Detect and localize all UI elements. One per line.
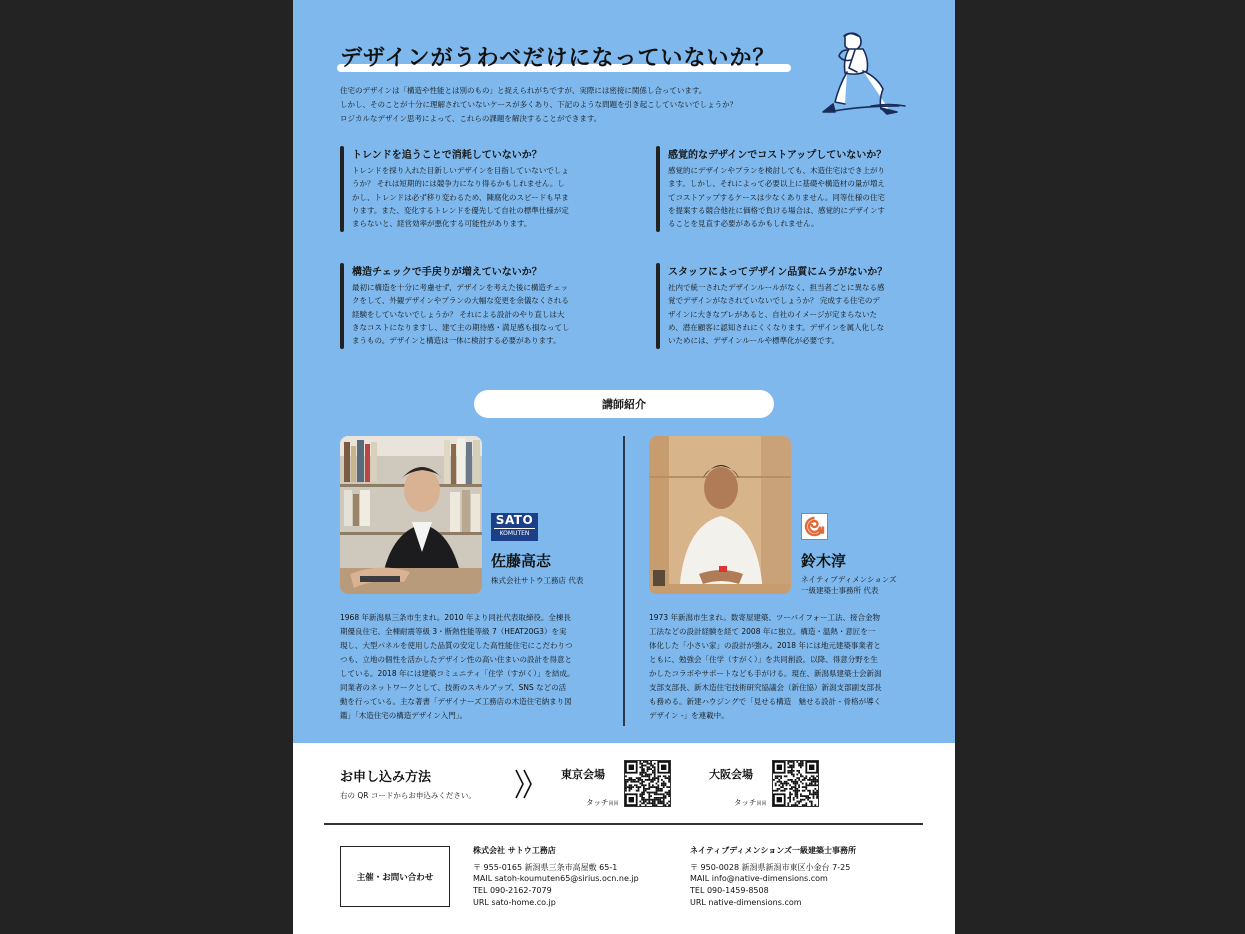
venue-osaka-label: 大阪会場 bbox=[709, 768, 753, 781]
intro-line: 住宅のデザインは「構造や性能とは別のもの」と捉えられがちですが、実際には密接に関係し合っています。 bbox=[340, 86, 707, 95]
touch-text: タッチ bbox=[734, 798, 757, 807]
issue-title: 感覚的なデザインでコストアップしていないか？ bbox=[668, 150, 887, 161]
organizer-sato bbox=[473, 845, 639, 909]
bio-line: 支部支部長、新木造住宅技術研究協議会（新住協）新潟支部副支部長 bbox=[649, 683, 882, 692]
organizer-url[interactable]: URL sato-home.co.jp bbox=[473, 897, 556, 907]
bio-line: 工法などの設計経験を経て 2008 年に独立。構造・温熱・意匠を一 bbox=[649, 627, 876, 636]
issue-line: ます。しかし、それによって必要以上に基礎や構造材の量が増え bbox=[668, 179, 885, 189]
card-accent-bar bbox=[656, 263, 660, 349]
card-accent-bar bbox=[656, 146, 660, 232]
issue-title: 構造チェックで手戻りが増えていないか？ bbox=[352, 267, 542, 278]
issue-line: ります。また、変化するトレンドを優先して自社の標準仕様が定 bbox=[352, 205, 569, 215]
intro-line: しかし、そのことが十分に理解されていないケースが多くあり、下記のような問題を引き起こしていないでしょうか？ bbox=[340, 100, 738, 109]
issue-line: てコストアップするケースは少なくありません。同等仕様の住宅 bbox=[668, 192, 885, 202]
bio-line: つも、立地の個性を活かしたデザイン性の高い住まいの設計を得意と bbox=[340, 655, 572, 664]
qr-code-icon bbox=[773, 761, 818, 806]
nd-logo-icon bbox=[801, 513, 828, 540]
bio-line: デザイン -」を連載中。 bbox=[649, 711, 729, 720]
organizer-address: 〒 955-0165 新潟県三条市高屋敷 65-1 bbox=[473, 862, 618, 872]
bio-line: ともに、勉強会「住学（すがく）」を共同創設。以降、得意分野を生 bbox=[649, 655, 878, 664]
lecturer-bio bbox=[649, 611, 911, 723]
issue-body bbox=[352, 164, 592, 230]
touch-small-text: 回回 bbox=[608, 801, 619, 807]
thinking-man-icon bbox=[811, 28, 911, 122]
bio-line: 1968 年新潟県三条市生まれ。2010 年より同社代表取締役。全棟長 bbox=[340, 613, 571, 622]
issue-line: まうもの。デザインと構造は一体に検討する必要があります。 bbox=[352, 336, 561, 346]
issue-title: トレンドを追うことで消耗していないか？ bbox=[352, 150, 542, 161]
card-accent-bar bbox=[340, 263, 344, 349]
organizer-mail[interactable]: MAIL info@native-dimensions.com bbox=[690, 874, 828, 884]
bio-line: も務める。新建ハウジングで「見せる構造 魅せる設計 - 骨格が導く bbox=[649, 697, 882, 706]
lecturer-divider bbox=[623, 436, 625, 726]
issue-line: きなコストになりますし、建て主の期待感・満足感も損なってし bbox=[352, 322, 570, 332]
issue-line: 最初に構造を十分に考慮せず、デザインを考えた後に構造チェッ bbox=[352, 283, 569, 292]
bio-line: 1973 年新潟市生まれ。数寄屋建築、ツーバイフォー工法、接合金物 bbox=[649, 613, 880, 622]
touch-small-text: 回回 bbox=[756, 801, 767, 807]
qr-code-icon bbox=[625, 761, 670, 806]
logo-text: SATO bbox=[495, 513, 534, 527]
logo-subtext: KOMUTEN bbox=[494, 528, 535, 538]
role-line: ネイティブディメンションズ bbox=[801, 575, 897, 584]
issue-line: を提案する競合他社に価格で負ける場合は、感覚的にデザインす bbox=[668, 205, 885, 215]
lecturer-photo-sato bbox=[340, 436, 482, 594]
bio-line: 同業者のネットワークとして、技術のスキルアップ、SNS などの活 bbox=[340, 683, 567, 692]
issue-line: トレンドを採り入れた目新しいデザインを目指していないでしょ bbox=[352, 166, 569, 175]
bio-line: かしたコラボやサポートなども手がける。現在、新潟県建築士会新潟 bbox=[649, 669, 882, 678]
touch-label bbox=[586, 797, 619, 808]
section-divider bbox=[324, 823, 923, 825]
qr-code-osaka[interactable] bbox=[772, 760, 819, 807]
role-line: 一級建築士事務所 代表 bbox=[801, 586, 879, 595]
issue-line: 覚でデザインがなされていないでしょうか？ 完成する住宅のデ bbox=[668, 296, 880, 306]
organizer-url[interactable]: URL native-dimensions.com bbox=[690, 897, 802, 907]
issue-line: 経験をしていないでしょうか？ それによる設計のやり直しは大 bbox=[352, 309, 565, 319]
organizer-mail[interactable]: MAIL satoh-koumuten65@sirius.ocn.ne.jp bbox=[473, 874, 639, 884]
issue-line: クをして、外観デザインやプランの大幅な変更を余儀なくされる bbox=[352, 296, 569, 306]
card-accent-bar bbox=[340, 146, 344, 232]
organizer-tel: TEL 090-2162-7079 bbox=[473, 886, 552, 896]
issue-title: スタッフによってデザイン品質にムラがないか？ bbox=[668, 267, 888, 278]
issue-line: 感覚的にデザインやプランを検討しても、木造住宅はでき上がり bbox=[668, 166, 885, 175]
organizer-box: 主催・お問い合わせ bbox=[340, 846, 450, 907]
issue-body bbox=[668, 164, 908, 230]
bio-line: 現し、大型パネルを使用した品質の安定した高性能住宅にこだわりつ bbox=[340, 641, 573, 650]
intro-line: ロジカルなデザイン思考によって、これらの課題を解決することができます。 bbox=[340, 114, 602, 123]
organizer-native bbox=[690, 845, 856, 909]
touch-label bbox=[734, 797, 767, 808]
lecturer-name: 佐藤高志 bbox=[491, 552, 552, 570]
flyer-page bbox=[293, 0, 955, 934]
organizer-address: 〒 950-0028 新潟県新潟市東区小金台 7-25 bbox=[690, 862, 851, 872]
page-title: デザインがうわべだけになっていないか？ bbox=[340, 46, 776, 71]
lecturer-bio bbox=[340, 611, 602, 723]
organizer-name: ネイティブディメンションズ一級建築士事務所 bbox=[690, 846, 856, 855]
bio-line: 動を行っている。主な著書「デザイナーズ工務店の木造住宅納まり図 bbox=[340, 697, 572, 706]
sato-komuten-logo bbox=[491, 513, 538, 541]
lecturer-heading: 講師紹介 bbox=[474, 390, 774, 418]
issue-line: め、潜在顧客に認知されにくくなります。デザインを属人化しな bbox=[668, 322, 885, 332]
organizer-name: 株式会社 サトウ工務店 bbox=[473, 846, 556, 855]
lecturer-photo-suzuki bbox=[649, 436, 791, 594]
venue-tokyo-label: 東京会場 bbox=[561, 768, 605, 781]
issue-line: ザインに大きなブレがあると、自社のイメージが定まらないた bbox=[668, 309, 877, 319]
bio-line: している。2018 年には建築コミュニティ「住学（すがく）」を結成。 bbox=[340, 669, 575, 678]
issue-line: ることを見直す必要があるかもしれません。 bbox=[668, 219, 819, 229]
issue-body bbox=[352, 281, 592, 347]
apply-instructions: 右の QR コードからお申込みください。 bbox=[340, 791, 476, 800]
touch-text: タッチ bbox=[586, 798, 609, 807]
issue-line: かし、トレンドは必ず移り変わるため、陳腐化のスピードも早ま bbox=[352, 192, 569, 202]
issue-line: うか？ それは短期的には競争力になり得るかもしれません。し bbox=[352, 179, 565, 189]
issue-line: 社内で統一されたデザインルールがなく、担当者ごとに異なる感 bbox=[668, 283, 885, 292]
bio-line: 鑑」「木造住宅の構造デザイン入門」。 bbox=[340, 711, 467, 720]
intro-text bbox=[340, 84, 810, 126]
lecturer-role: 株式会社サトウ工務店 代表 bbox=[491, 576, 584, 585]
double-chevron-icon bbox=[513, 768, 533, 800]
issue-line: いためには、デザインルールや標準化が必要です。 bbox=[668, 336, 840, 346]
qr-code-tokyo[interactable] bbox=[624, 760, 671, 807]
apply-title: お申し込み方法 bbox=[340, 770, 432, 785]
lecturer-name: 鈴木淳 bbox=[801, 552, 847, 570]
organizer-tel: TEL 090-1459-8508 bbox=[690, 886, 769, 896]
lecturer-role bbox=[801, 574, 897, 596]
issue-body bbox=[668, 281, 908, 347]
bio-line: 体化した「小さい家」の設計が強み。2018 年には地元建築事業者と bbox=[649, 641, 881, 650]
bio-line: 期優良住宅、全棟耐震等級 3・断熱性能等級 7（HEAT20G3）を実 bbox=[340, 627, 567, 636]
issue-line: まらないと、経営効率が悪化する可能性があります。 bbox=[352, 219, 532, 229]
